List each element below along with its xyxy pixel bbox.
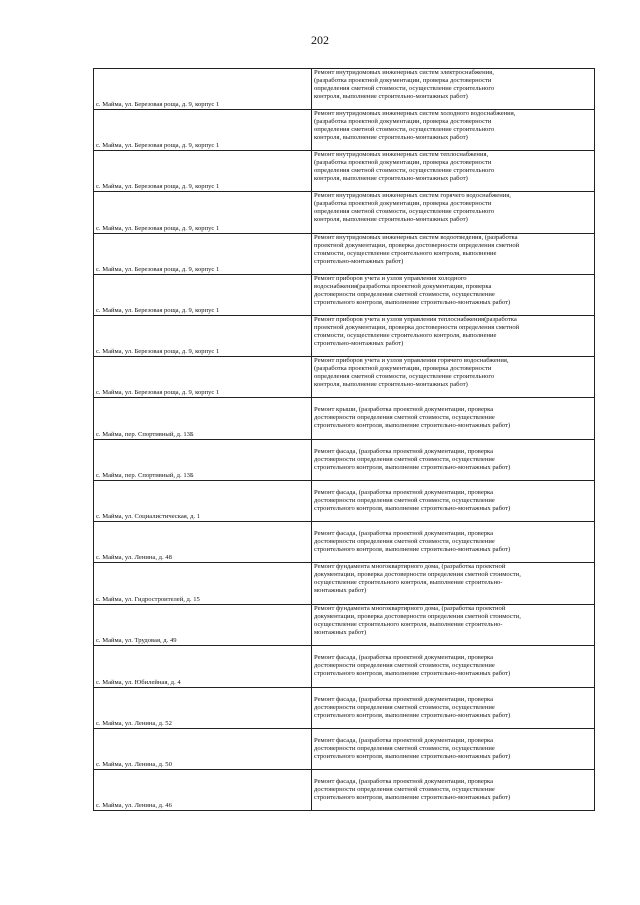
work-description-line: строительного контроля, выполнение строительно-монтажных работ): [314, 794, 511, 801]
work-description-line: достоверности определения сметной стоимости, осуществление: [314, 497, 495, 504]
work-description-line: стоимости, осуществление строительного контроля, выполнение: [314, 250, 497, 257]
work-description-line: Ремонт фасада, (разработка проектной документации, проверка: [314, 696, 494, 703]
table-row: [94, 316, 595, 357]
work-description-line: [314, 770, 592, 778]
work-description-line: Ремонт фасада, (разработка проектной документации, проверка: [314, 778, 494, 785]
work-description-line: стоимости, осуществление строительного контроля, выполнение: [314, 332, 497, 339]
table-row: [94, 275, 595, 316]
work-description-line: документации, проверка достоверности определения сметной стоимости,: [314, 571, 521, 578]
work-description-line: [314, 440, 592, 448]
work-description-line: монтажных работ): [314, 587, 367, 594]
work-description-line: Ремонт фасада, (разработка проектной документации, проверка: [314, 654, 494, 661]
work-description-cell: [312, 110, 595, 151]
work-description-line: (разработка проектной документации, проверка достоверности: [314, 159, 492, 166]
work-description-line: (разработка проектной документации, проверка достоверности: [314, 365, 492, 372]
work-description-line: контроля, выполнение строительно-монтажных работ): [314, 175, 468, 182]
work-description-line: строительного контроля, выполнение строительно-монтажных работ): [314, 546, 511, 553]
table-row: [94, 357, 595, 398]
work-description-line: Ремонт внутридомовых инженерных систем теплоснабжения,: [314, 151, 489, 158]
work-description-line: (разработка проектной документации, проверка достоверности: [314, 200, 492, 207]
work-description-line: документации, проверка достоверности определения сметной стоимости,: [314, 613, 521, 620]
work-description-line: (разработка проектной документации, проверка достоверности: [314, 77, 492, 84]
table-row: [94, 522, 595, 563]
work-description-line: Ремонт приборов учета и узлов управления теплоснабжения(разработка: [314, 316, 517, 323]
work-description-line: достоверности определения сметной стоимости, осуществление: [314, 745, 495, 752]
work-description-line: Ремонт фасада, (разработка проектной документации, проверка: [314, 737, 494, 744]
work-description-line: Ремонт внутридомовых инженерных систем электроснабжения,: [314, 69, 494, 76]
address-cell: с. Майма, ул. Березовая роща, д. 9, корпус 1: [94, 234, 312, 275]
work-description-line: Ремонт внутридомовых инженерных систем холодного водоснабжения,: [314, 110, 516, 117]
work-description-line: Ремонт внутридомовых инженерных систем водоотведения, (разработка: [314, 234, 518, 241]
repair-works-table: [93, 68, 595, 811]
address-cell: с. Майма, ул. Ленина, д. 48: [94, 522, 312, 563]
work-description-cell: [312, 357, 595, 398]
work-description-line: достоверности определения сметной стоимости, осуществление: [314, 786, 495, 793]
work-description-cell: [312, 316, 595, 357]
table-row: [94, 69, 595, 110]
work-description-cell: [312, 151, 595, 192]
work-description-line: строительного контроля, выполнение строительно-монтажных работ): [314, 464, 511, 471]
work-description-line: определения сметной стоимости, осуществление строительного: [314, 85, 495, 92]
address-cell: с. Майма, ул. Березовая роща, д. 9, корпус 1: [94, 316, 312, 357]
work-description-line: контроля, выполнение строительно-монтажных работ): [314, 216, 468, 223]
work-description-line: [314, 646, 592, 654]
address-cell: с. Майма, ул. Березовая роща, д. 9, корпус 1: [94, 110, 312, 151]
work-description-cell: [312, 234, 595, 275]
address-cell: с. Майма, ул. Гидростроителей, д. 15: [94, 563, 312, 605]
work-description-line: Ремонт приборов учета и узлов управления горячего водоснабжения,: [314, 357, 509, 364]
address-cell: с. Майма, ул. Ленина, д. 50: [94, 729, 312, 770]
work-description-cell: [312, 398, 595, 440]
work-description-line: Ремонт фундамента многоквартирного дома, (разработка проектной: [314, 605, 506, 612]
address-cell: с. Майма, ул. Березовая роща, д. 9, корпус 1: [94, 192, 312, 234]
address-cell: с. Майма, ул. Юбилейная, д. 4: [94, 646, 312, 688]
page-number: 202: [311, 33, 329, 47]
work-description-line: определения сметной стоимости, осуществление строительного: [314, 126, 495, 133]
table-row: [94, 398, 595, 440]
work-description-line: достоверности определения сметной стоимости, осуществление: [314, 538, 495, 545]
work-description-cell: [312, 192, 595, 234]
work-description-line: строительного контроля, выполнение строительно-монтажных работ): [314, 299, 511, 306]
work-description-line: [314, 398, 592, 406]
address-cell: с. Майма, ул. Трудовая, д. 49: [94, 605, 312, 646]
work-description-line: водоснабжения(разработка проектной документации, проверка: [314, 283, 492, 290]
work-description-line: достоверности определения сметной стоимости, осуществление: [314, 456, 495, 463]
work-description-line: строительно-монтажных работ): [314, 258, 404, 265]
work-description-cell: [312, 770, 595, 811]
table-row: [94, 605, 595, 646]
work-description-line: Ремонт фасада, (разработка проектной документации, проверка: [314, 489, 494, 496]
work-description-line: [314, 688, 592, 696]
table-row: [94, 646, 595, 688]
work-description-cell: [312, 275, 595, 316]
work-description-line: строительного контроля, выполнение строительно-монтажных работ): [314, 505, 511, 512]
address-cell: с. Майма, пер. Спортивный, д. 13Б: [94, 398, 312, 440]
table-row: [94, 192, 595, 234]
work-description-line: строительного контроля, выполнение строительно-монтажных работ): [314, 753, 511, 760]
work-description-line: монтажных работ): [314, 629, 367, 636]
table-body: [94, 69, 595, 811]
work-description-cell: [312, 605, 595, 646]
work-description-line: строительного контроля, выполнение строительно-монтажных работ): [314, 422, 511, 429]
work-description-cell: [312, 440, 595, 481]
address-cell: с. Майма, ул. Ленина, д. 46: [94, 770, 312, 811]
work-description-line: строительно-монтажных работ): [314, 340, 404, 347]
address-cell: с. Майма, ул. Социалистическая, д. 1: [94, 481, 312, 522]
work-description-line: (разработка проектной документации, проверка достоверности: [314, 118, 492, 125]
work-description-cell: [312, 729, 595, 770]
work-description-line: контроля, выполнение строительно-монтажных работ): [314, 381, 468, 388]
address-cell: с. Майма, ул. Березовая роща, д. 9, корпус 1: [94, 151, 312, 192]
work-description-line: Ремонт фасада, (разработка проектной документации, проверка: [314, 530, 494, 537]
work-description-line: определения сметной стоимости, осуществление строительного: [314, 373, 495, 380]
work-description-line: [314, 481, 592, 489]
work-description-line: [314, 522, 592, 530]
work-description-line: Ремонт фундамента многоквартирного дома, (разработка проектной: [314, 563, 506, 570]
table-row: [94, 688, 595, 729]
table-row: [94, 729, 595, 770]
address-cell: с. Майма, ул. Березовая роща, д. 9, корпус 1: [94, 275, 312, 316]
address-cell: с. Майма, ул. Березовая роща, д. 9, корпус 1: [94, 69, 312, 110]
work-description-line: контроля, выполнение строительно-монтажных работ): [314, 93, 468, 100]
work-description-line: достоверности определения сметной стоимости, осуществление: [314, 414, 495, 421]
work-description-cell: [312, 563, 595, 605]
table-row: [94, 110, 595, 151]
work-description-line: достоверности определения сметной стоимости, осуществление: [314, 662, 495, 669]
table-row: [94, 481, 595, 522]
work-description-line: Ремонт крыши, (разработка проектной документации, проверка: [314, 406, 494, 413]
work-description-line: достоверности определения сметной стоимости, осуществление: [314, 291, 495, 298]
work-description-line: достоверности определения сметной стоимости, осуществление: [314, 704, 495, 711]
address-cell: с. Майма, ул. Березовая роща, д. 9, корпус 1: [94, 357, 312, 398]
work-description-line: Ремонт фасада, (разработка проектной документации, проверка: [314, 448, 494, 455]
work-description-cell: [312, 688, 595, 729]
work-description-line: проектной документации, проверка достоверности определения сметной: [314, 242, 520, 249]
work-description-cell: [312, 522, 595, 563]
work-description-line: осуществление строительного контроля, выполнение строительно-: [314, 579, 503, 586]
work-description-line: осуществление строительного контроля, выполнение строительно-: [314, 621, 503, 628]
work-description-line: определения сметной стоимости, осуществление строительного: [314, 208, 495, 215]
work-description-line: определения сметной стоимости, осуществление строительного: [314, 167, 495, 174]
address-cell: с. Майма, пер. Спортивный, д. 13Б: [94, 440, 312, 481]
table-row: [94, 234, 595, 275]
work-description-cell: [312, 646, 595, 688]
table-row: [94, 563, 595, 605]
table-row: [94, 151, 595, 192]
work-description-line: контроля, выполнение строительно-монтажных работ): [314, 134, 468, 141]
address-cell: с. Майма, ул. Ленина, д. 52: [94, 688, 312, 729]
table-row: [94, 770, 595, 811]
work-description-line: Ремонт приборов учета и узлов управления холодного: [314, 275, 467, 282]
work-description-line: строительного контроля, выполнение строительно-монтажных работ): [314, 670, 511, 677]
work-description-line: [314, 729, 592, 737]
work-description-line: Ремонт внутридомовых инженерных систем горячего водоснабжения,: [314, 192, 511, 199]
work-description-line: строительного контроля, выполнение строительно-монтажных работ): [314, 712, 511, 719]
table-row: [94, 440, 595, 481]
work-description-cell: [312, 481, 595, 522]
work-description-cell: [312, 69, 595, 110]
work-description-line: проектной документации, проверка достоверности определения сметной: [314, 324, 520, 331]
